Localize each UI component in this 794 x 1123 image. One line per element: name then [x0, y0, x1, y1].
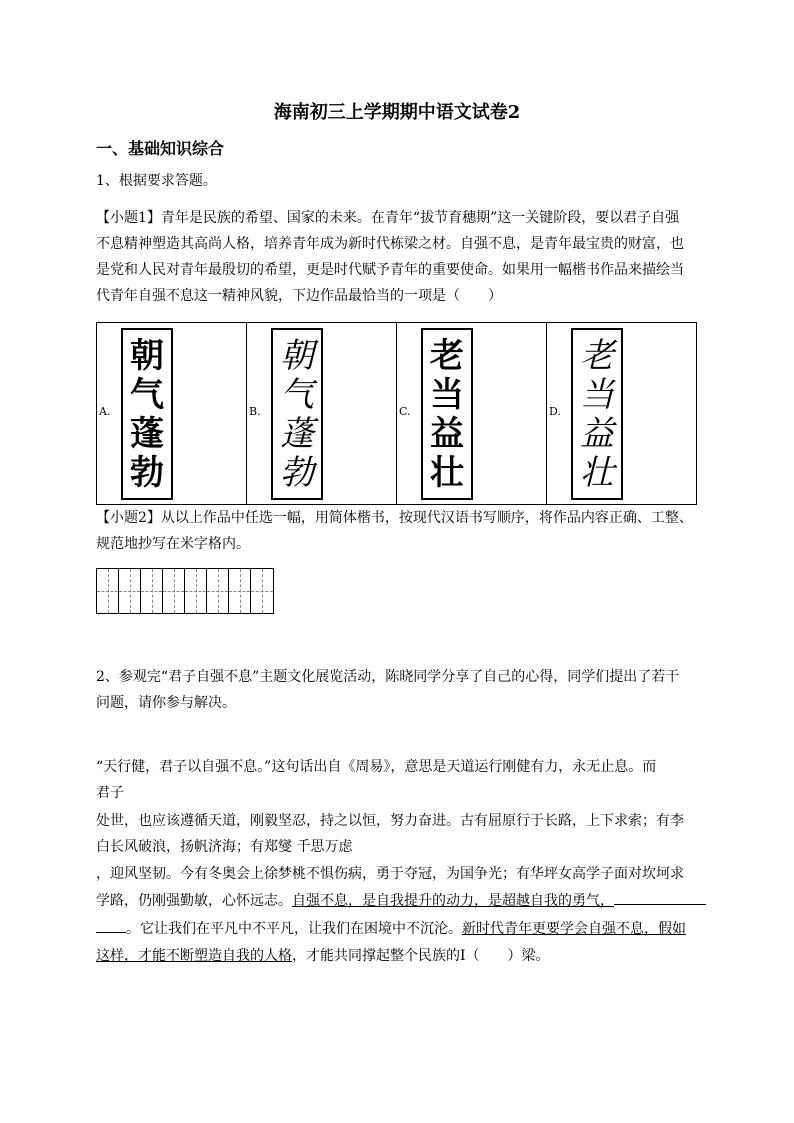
question-1-intro: 1、根据要求答题。: [96, 173, 217, 189]
passage-text: 学路，仍刚强勤敏，心怀远志。: [96, 893, 292, 909]
passage-line: 处世，也应该遵循天道，刚毅坚忍，持之以恒，努力奋进。古有屈原行于长路，上下求索；有李: [96, 813, 684, 829]
sub-question-2-line: 规范地抄写在米字格内。: [96, 536, 250, 552]
sub-question-1-line: 是党和人民对青年最殷切的希望，更是时代赋予青年的重要使命。如果用一幅楷书作品来描绘当: [96, 262, 684, 278]
sub-question-1-line: 代青年自强不息这一精神风貌，下边作品最恰当的一项是（ ）: [96, 288, 502, 304]
answer-blank[interactable]: [96, 918, 126, 933]
scroll-char: 朝: [130, 335, 164, 376]
calligraphy-options-table: [96, 322, 697, 505]
grid-cell[interactable]: [185, 569, 207, 613]
underlined-text: 自强不息，是自我提升的动力，是超越自我的勇气，: [292, 893, 614, 909]
sub-question-1-line: 【小题1】青年是民族的希望、国家的未来。在青年“拔节育穗期”这一关键阶段，要以君子自强: [96, 210, 680, 226]
calligraphy-scroll: [421, 328, 473, 500]
scroll-char: 气: [130, 374, 164, 415]
scroll-char: 益: [430, 413, 464, 454]
option-letter: D.: [549, 405, 561, 418]
sub-question-2-line: 【小题2】从以上作品中任选一幅，用简体楷书，按现代汉语书写顺序，将作品内容正确、工整、: [96, 510, 693, 526]
passage-line: ，迎风坚韧。今有冬奥会上徐梦桃不惧伤病，勇于夺冠，为国争光；有华坪女高学子面对坎坷求: [96, 866, 684, 882]
option-letter: C.: [399, 405, 411, 418]
grid-cell[interactable]: [251, 569, 273, 613]
page-title: 海南初三上学期期中语文试卷2: [273, 102, 521, 123]
scroll-char: 壮: [430, 452, 464, 493]
option-letter: B.: [249, 405, 261, 418]
passage-line: 君子: [96, 785, 124, 801]
calligraphy-scroll: [121, 328, 173, 500]
option-a[interactable]: [97, 323, 247, 504]
passage-text: 。它让我们在平凡中不平凡，让我们在困境中不沉沦。: [126, 921, 462, 937]
calligraphy-scroll: [571, 328, 623, 500]
answer-blank[interactable]: [614, 890, 706, 905]
scroll-char: 气: [280, 374, 314, 415]
passage-line: [96, 916, 686, 942]
scroll-char: 勃: [130, 452, 164, 493]
scroll-char: 蓬: [130, 413, 164, 454]
option-letter: A.: [99, 405, 111, 418]
option-b[interactable]: [247, 323, 397, 504]
calligraphy-scroll: [271, 328, 323, 500]
grid-cell[interactable]: [119, 569, 141, 613]
grid-cell[interactable]: [97, 569, 119, 613]
scroll-char: 老: [580, 335, 614, 376]
question-2-intro: 问题，请你参与解决。: [96, 695, 236, 711]
scroll-char: 朝: [280, 335, 314, 376]
grid-cell[interactable]: [163, 569, 185, 613]
scroll-char: 老: [430, 335, 464, 376]
option-c[interactable]: [397, 323, 547, 504]
section-heading: 一、基础知识综合: [96, 139, 225, 158]
passage-line: [96, 888, 706, 914]
scroll-char: 壮: [580, 452, 614, 493]
scroll-char: 蓬: [280, 413, 314, 454]
scroll-char: 当: [430, 374, 464, 415]
option-d[interactable]: [547, 323, 696, 504]
sub-question-1-line: 不息精神塑造其高尚人格，培养青年成为新时代栋梁之材。自强不息，是青年最宝贵的财富，也: [96, 236, 684, 252]
scroll-char: 益: [580, 413, 614, 454]
grid-cell[interactable]: [229, 569, 251, 613]
question-2-intro: 2、参观完“君子自强不息”主题文化展览活动，陈晓同学分享了自己的心得，同学们提出了若干: [96, 669, 680, 685]
underlined-text: 新时代青年更要学会自强不息，假如: [462, 921, 686, 937]
passage-line: “天行健，君子以自强不息。”这句话出自《周易》，意思是天道运行刚健有力，永无止息。而: [96, 759, 657, 775]
writing-grid[interactable]: [96, 568, 274, 614]
grid-cell[interactable]: [207, 569, 229, 613]
scroll-char: 勃: [280, 452, 314, 493]
passage-line: 白长风破浪，扬帆济海；有郑燮 千思万虑: [96, 839, 353, 855]
underlined-text: 这样，才能不断塑造自我的人格: [96, 948, 292, 964]
scroll-char: 当: [580, 374, 614, 415]
passage-text: ，才能共同撑起整个民族的Ⅰ（ ）梁。: [292, 948, 550, 964]
passage-line: [96, 943, 550, 969]
grid-cell[interactable]: [141, 569, 163, 613]
